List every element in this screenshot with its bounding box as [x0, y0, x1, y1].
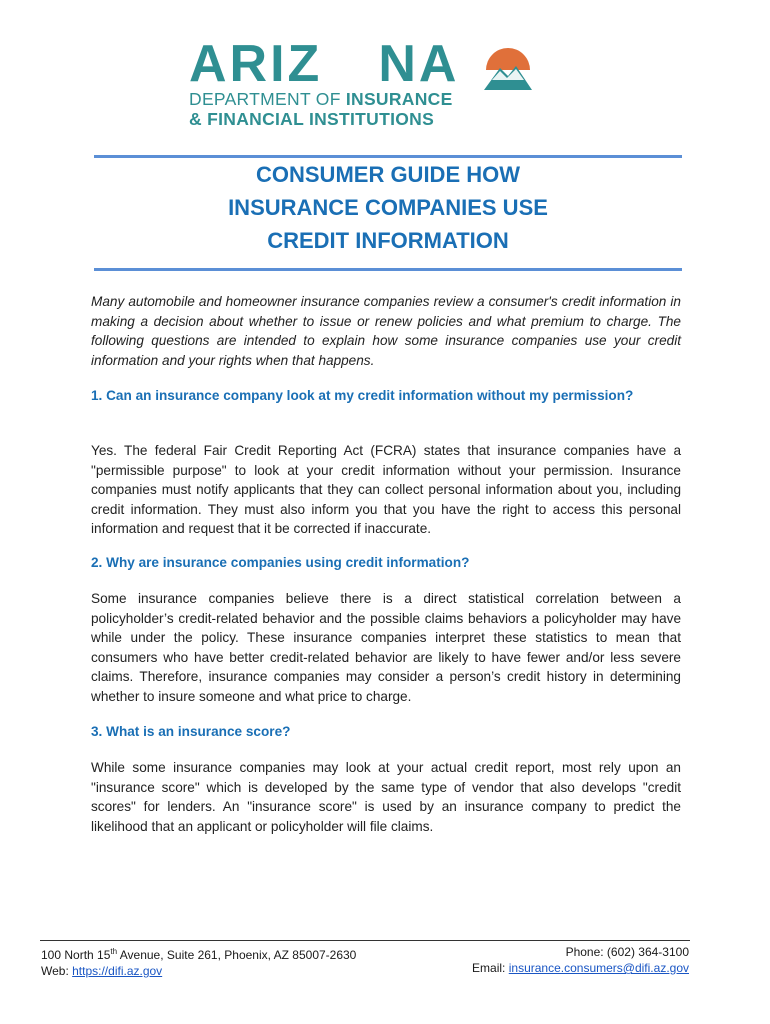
website-link[interactable]: https://difi.az.gov: [72, 964, 163, 978]
address-ordinal: th: [110, 947, 118, 956]
footer-address-block: [41, 944, 356, 979]
title-line-3: CREDIT INFORMATION: [267, 228, 509, 253]
footer-web: [41, 963, 356, 979]
answer-3-paragraph: While some insurance companies may look at your actual credit report, most rely upon an "insurance score" which is developed by the same type of vendor that also develops "credit scores" for lenders. An "insurance score" is used by an insurance company to predict the likelihood that an applicant or policyholder will file claims.: [91, 760, 681, 834]
email-link[interactable]: insurance.consumers@difi.az.gov: [508, 961, 689, 975]
footer-address: [41, 944, 356, 963]
intro-paragraph: Many automobile and homeowner insurance companies review a consumer's credit information in making a decision about whether to issue or renew policies and what premium to charge. The following questions are intended to explain how some insurance companies use your credit information and your rights when that happens.: [91, 294, 681, 368]
logo-line-financial: & FINANCIAL INSTITUTIONS: [189, 109, 435, 129]
title-bottom-rule: [94, 268, 682, 271]
logo-department-text: DEPARTMENT OF: [189, 89, 346, 109]
title-line-1: CONSUMER GUIDE HOW: [256, 162, 520, 187]
question-3-heading: 3. What is an insurance score?: [91, 724, 291, 739]
answer-2-paragraph: Some insurance companies believe there is a direct statistical correlation between a policyholder’s credit-related behavior and the possible claims behaviors a policyholder may have while under the policy. These insurance companies interpret these statistics to mean that consumers who have better credit-related behavior are likely to have fewer and/or less severe claims. Therefore, insurance companies may consider a person’s credit history in determining whether to insure someone and what price to charge.: [91, 591, 681, 704]
web-label: Web:: [41, 964, 73, 978]
footer-email: [472, 960, 689, 976]
answer-1-paragraph: Yes. The federal Fair Credit Reporting Act (FCRA) states that insurance companies have a "permissible purpose" to look at your credit information without your permission. Insurance companies must notify applicants that they can collect personal information about you, including credit information. They must also inform you that you have the right to access this personal information and request that it be corrected if inaccurate.: [91, 443, 681, 537]
logo-wordmark: ARIZ NA: [189, 35, 460, 93]
logo-insurance-text: INSURANCE: [345, 89, 453, 109]
logo-line-department: [189, 89, 453, 109]
address-street: 100 North 15: [41, 948, 111, 962]
question-2-heading: 2. Why are insurance companies using credit information?: [91, 555, 470, 570]
address-rest: Avenue, Suite 261, Phoenix, AZ 85007-2630: [117, 948, 357, 962]
footer-rule: [40, 940, 690, 941]
mountain-sun-icon: [482, 44, 534, 92]
title-line-2: INSURANCE COMPANIES USE: [228, 195, 548, 220]
question-1-heading: 1. Can an insurance company look at my credit information without my permission?: [91, 388, 634, 403]
agency-logo: [189, 35, 599, 130]
footer-contact-block: [472, 944, 689, 976]
page-title: [94, 158, 682, 257]
footer-phone: Phone: (602) 364-3100: [565, 945, 689, 959]
email-label: Email:: [472, 961, 509, 975]
